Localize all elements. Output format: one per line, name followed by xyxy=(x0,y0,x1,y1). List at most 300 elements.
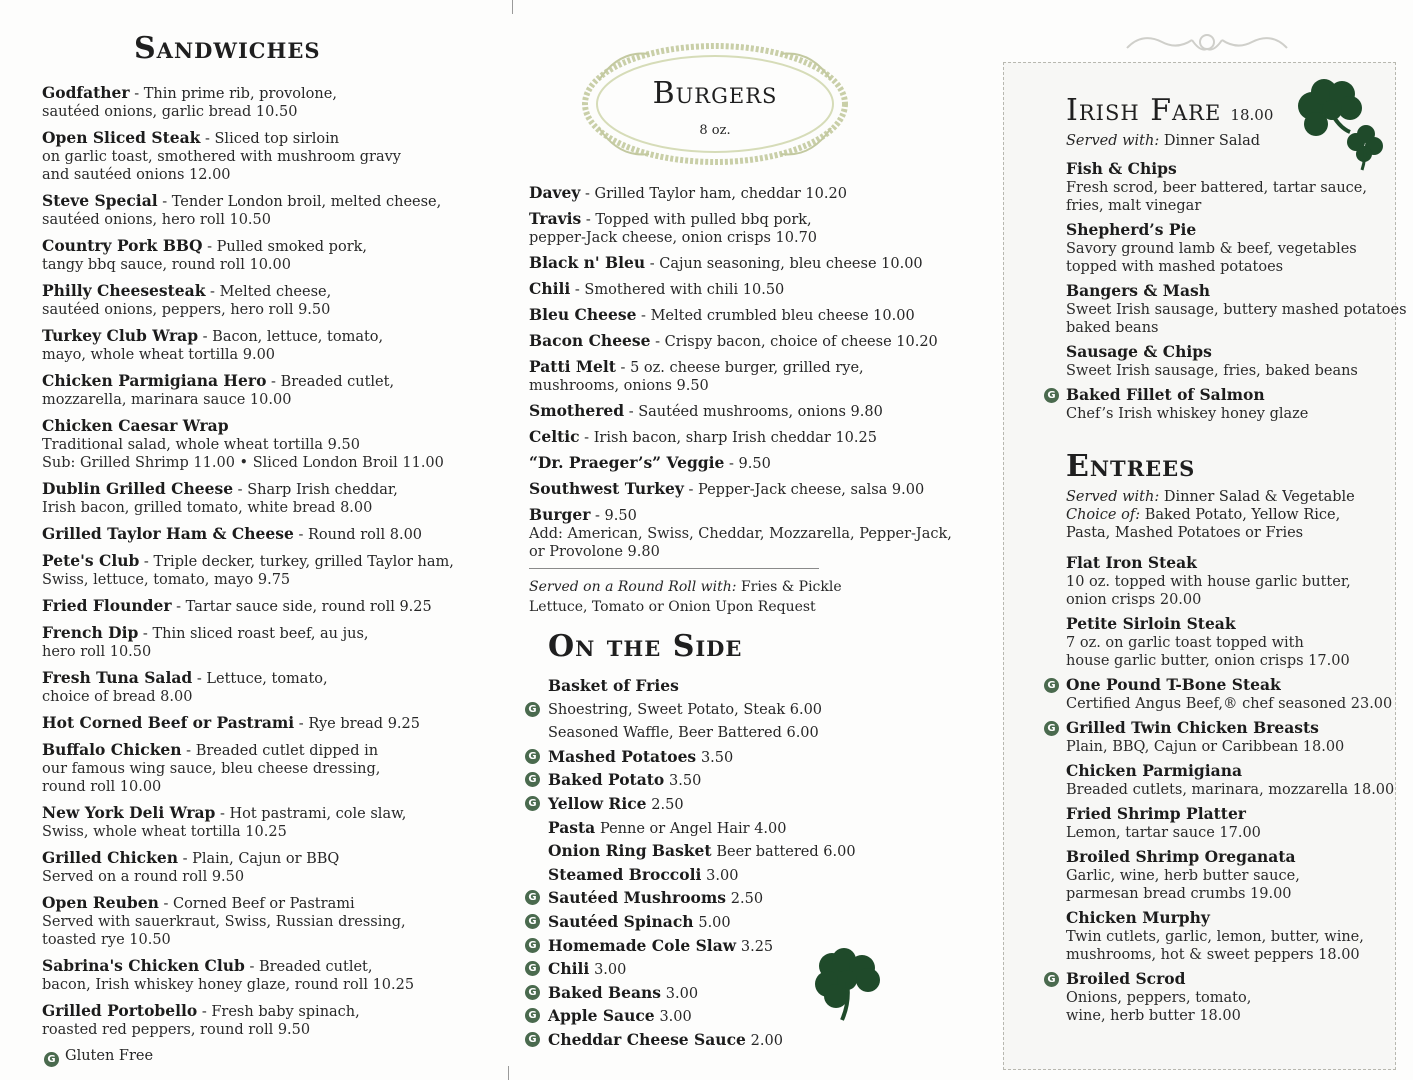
side-item-price: 3.00 xyxy=(594,962,627,979)
menu-item-name: Celtic xyxy=(529,427,580,446)
side-item-name: Pasta xyxy=(548,817,596,837)
menu-item-name: Broiled Shrimp Oreganata xyxy=(1066,847,1296,866)
menu-item-line: Philly Cheesesteak - Melted cheese, xyxy=(42,281,332,300)
menu-item-name: Shepherd’s Pie xyxy=(1066,220,1197,239)
menu-item-desc: toasted rye 10.50 xyxy=(42,932,171,948)
menu-item-line: “Dr. Praeger’s” Veggie - 9.50 xyxy=(529,453,771,472)
side-item-text xyxy=(548,768,701,794)
menu-item-desc: on garlic toast, smothered with mushroom gravy xyxy=(42,149,401,165)
menu-item xyxy=(1047,718,1396,756)
menu-item-desc: Tartar sauce side, round roll 9.25 xyxy=(185,599,432,615)
menu-item xyxy=(529,506,952,561)
menu-item xyxy=(1047,969,1396,1025)
menu-item-line: Celtic - Irish bacon, sharp Irish cheddar 10.25 xyxy=(529,427,877,446)
entrees-served-with: Served with: Dinner Salad & Vegetable Choice of: Baked Potato, Yellow Rice, Pasta, Mashed Potatoes or Fries xyxy=(1066,489,1355,541)
menu-item-line: Travis - Topped with pulled bbq pork, xyxy=(529,209,812,228)
menu-item-desc: 10 oz. topped with house garlic butter, xyxy=(1066,574,1351,590)
menu-item-desc: Irish bacon, sharp Irish cheddar 10.25 xyxy=(593,430,877,446)
menu-item-line: Turkey Club Wrap - Bacon, lettuce, tomato, xyxy=(42,326,384,345)
gluten-free-badge-icon: G xyxy=(525,938,540,953)
menu-item xyxy=(1066,615,1396,670)
menu-item xyxy=(1047,385,1396,423)
menu-item-desc: Bacon, lettuce, tomato, xyxy=(212,329,384,345)
menu-item-desc: Crispy bacon, choice of cheese 10.20 xyxy=(664,334,938,350)
irish-fare-price: 18.00 xyxy=(1230,106,1274,124)
irish-fare-list xyxy=(1047,159,1407,423)
menu-item-desc: Irish bacon, grilled tomato, white bread 8.00 xyxy=(42,500,373,516)
menu-item-name: French Dip xyxy=(42,623,139,642)
menu-item-name: Bangers & Mash xyxy=(1066,281,1210,300)
menu-item xyxy=(529,480,952,499)
menu-item-desc: Served with sauerkraut, Swiss, Russian dressing, xyxy=(42,914,406,930)
side-item xyxy=(524,698,944,722)
side-item-text xyxy=(548,839,856,865)
side-item-name: Mashed Potatoes xyxy=(548,746,697,766)
menu-item-desc: round roll 10.00 xyxy=(42,779,162,795)
menu-item xyxy=(529,306,952,325)
gluten-free-label: Gluten Free xyxy=(65,1048,154,1064)
menu-item-name: Grilled Portobello xyxy=(42,1001,198,1020)
menu-item xyxy=(42,480,462,517)
irish-fare-section xyxy=(1047,93,1407,429)
menu-item-name: New York Deli Wrap xyxy=(42,803,216,822)
menu-item-name: Davey xyxy=(529,183,581,202)
side-item-detail: Shoestring, Sweet Potato, Steak 6.00 xyxy=(548,701,823,718)
side-item-name: Sautéed Mushrooms xyxy=(548,888,727,908)
menu-item-desc: Breaded cutlet, xyxy=(258,959,373,975)
menu-item-desc: Thin sliced roast beef, au jus, xyxy=(152,626,369,642)
scroll-ornament-icon xyxy=(1122,28,1292,58)
gluten-free-badge-icon: G xyxy=(1044,678,1059,693)
menu-item-name: Country Pork BBQ xyxy=(42,236,203,255)
menu-item xyxy=(42,84,462,121)
menu-item-name: Bleu Cheese xyxy=(529,305,637,324)
menu-item-name: Pete's Club xyxy=(42,551,140,570)
menu-item-desc: fries, malt vinegar xyxy=(1066,198,1202,214)
side-item xyxy=(524,745,944,769)
menu-item-line: Chili - Smothered with chili 10.50 xyxy=(529,279,785,298)
menu-item-line: Chicken Parmigiana Hero - Breaded cutlet, xyxy=(42,371,395,390)
side-item-name: Homemade Cole Slaw xyxy=(548,935,737,955)
menu-item-desc: house garlic butter, onion crisps 17.00 xyxy=(1066,653,1350,669)
menu-item-desc: Fresh baby spinach, xyxy=(211,1004,360,1020)
side-item xyxy=(524,1028,944,1052)
menu-item xyxy=(42,372,462,409)
menu-item-desc: Sweet Irish sausage, fries, baked beans xyxy=(1066,363,1358,379)
menu-item xyxy=(529,332,952,351)
gluten-free-badge-icon: G xyxy=(44,1052,59,1067)
menu-item-name: Philly Cheesesteak xyxy=(42,281,206,300)
menu-item-name: Hot Corned Beef or Pastrami xyxy=(42,713,295,732)
side-item-detail: Beer battered 6.00 xyxy=(716,844,856,861)
side-item xyxy=(524,792,944,816)
gluten-free-badge-icon: G xyxy=(525,749,540,764)
menu-item-desc: Savory ground lamb & beef, vegetables xyxy=(1066,241,1357,257)
menu-item-desc: Melted cheese, xyxy=(219,284,332,300)
menu-item-name: Chicken Murphy xyxy=(1066,908,1210,927)
menu-item xyxy=(42,525,462,544)
menu-item-desc: baked beans xyxy=(1066,320,1159,336)
menu-item-desc: Sautéed mushrooms, onions 9.80 xyxy=(638,404,883,420)
menu-item xyxy=(1066,221,1396,276)
menu-item-line xyxy=(1066,909,1396,928)
menu-item-desc: Triple decker, turkey, grilled Taylor ham, xyxy=(153,554,454,570)
side-item-price: 2.00 xyxy=(750,1032,783,1049)
menu-item-name: Grilled Taylor Ham & Cheese xyxy=(42,524,294,543)
menu-item-desc: Breaded cutlet dipped in xyxy=(195,743,379,759)
menu-item-name: Open Sliced Steak xyxy=(42,128,201,147)
menu-item-name: Fish & Chips xyxy=(1066,159,1177,178)
menu-item-line xyxy=(1066,386,1396,405)
irish-served-with: Served with: Dinner Salad xyxy=(1066,133,1261,149)
menu-item xyxy=(1066,805,1396,842)
menu-item-name: Black n' Bleu xyxy=(529,253,646,272)
menu-item-desc: tangy bbq sauce, round roll 10.00 xyxy=(42,257,291,273)
gluten-free-badge-icon: G xyxy=(1044,972,1059,987)
gluten-free-badge-icon: G xyxy=(525,772,540,787)
menu-item xyxy=(529,280,952,299)
side-item-name: Baked Beans xyxy=(548,982,661,1002)
menu-item xyxy=(529,428,952,447)
menu-item-line xyxy=(1066,282,1396,301)
menu-item-line xyxy=(1066,719,1396,738)
menu-item-name: Smothered xyxy=(529,401,625,420)
side-item-text xyxy=(548,910,731,936)
menu-item-desc: choice of bread 8.00 xyxy=(42,689,193,705)
side-item-text xyxy=(548,981,698,1007)
menu-item xyxy=(42,894,462,949)
burger-list xyxy=(529,184,952,617)
side-item-name: Onion Ring Basket xyxy=(548,841,712,861)
menu-item-name: Godfather xyxy=(42,83,130,102)
shamrock-icon xyxy=(806,946,888,1022)
gluten-free-badge-icon: G xyxy=(525,796,540,811)
menu-item-line: Steve Special - Tender London broil, melted cheese, xyxy=(42,191,442,210)
sandwiches-section xyxy=(42,31,462,1047)
side-item-text xyxy=(548,1004,692,1030)
side-item-detail: Penne or Angel Hair 4.00 xyxy=(600,820,787,837)
menu-item-desc: Sub: Grilled Shrimp 11.00 • Sliced London Broil 11.00 xyxy=(42,455,444,471)
gluten-free-badge-icon: G xyxy=(525,985,540,1000)
menu-item-name: Flat Iron Steak xyxy=(1066,553,1197,572)
side-item-name: Chili xyxy=(548,959,590,979)
menu-item-desc: Rye bread 9.25 xyxy=(308,716,420,732)
menu-item-name: Chicken Caesar Wrap xyxy=(42,416,229,435)
menu-item-desc: Corned Beef or Pastrami xyxy=(172,896,355,912)
menu-item-desc: Twin cutlets, garlic, lemon, butter, wine, xyxy=(1066,929,1364,945)
menu-item-desc: Add: American, Swiss, Cheddar, Mozzarella, Pepper-Jack, xyxy=(529,526,952,542)
menu-item-desc: topped with mashed potatoes xyxy=(1066,259,1284,275)
menu-item xyxy=(42,237,462,274)
entrees-section xyxy=(1047,449,1396,1031)
menu-item-line: New York Deli Wrap - Hot pastrami, cole slaw, xyxy=(42,803,407,822)
side-item-text xyxy=(548,816,787,842)
menu-item-desc: mushrooms, onions 9.50 xyxy=(529,378,709,394)
menu-item xyxy=(1066,160,1396,215)
side-item-text xyxy=(548,721,819,746)
menu-item-line: Dublin Grilled Cheese - Sharp Irish cheddar, xyxy=(42,479,398,498)
menu-item-desc: pepper-Jack cheese, onion crisps 10.70 xyxy=(529,230,818,246)
menu-item-line xyxy=(1066,160,1396,179)
menu-item-line: Black n' Bleu - Cajun seasoning, bleu cheese 10.00 xyxy=(529,253,923,272)
side-item-price: 5.00 xyxy=(698,914,731,931)
side-item-text xyxy=(548,1028,783,1054)
menu-item-desc: Round roll 8.00 xyxy=(307,527,423,543)
side-item xyxy=(524,839,944,863)
menu-item-name: Fried Flounder xyxy=(42,596,172,615)
menu-item-desc: Melted crumbled bleu cheese 10.00 xyxy=(650,308,915,324)
menu-item-line: Grilled Chicken - Plain, Cajun or BBQ xyxy=(42,848,340,867)
menu-item-name: Grilled Chicken xyxy=(42,848,178,867)
menu-item-name: Buffalo Chicken xyxy=(42,740,182,759)
menu-item xyxy=(42,1002,462,1039)
menu-item-desc: hero roll 10.50 xyxy=(42,644,152,660)
menu-item-desc: Lettuce, tomato, xyxy=(206,671,328,687)
side-item xyxy=(524,886,944,910)
side-item-price: 3.00 xyxy=(665,985,699,1002)
menu-item-desc: mozzarella, marinara sauce 10.00 xyxy=(42,392,292,408)
side-item-text xyxy=(548,674,679,699)
gluten-free-badge-icon: G xyxy=(525,961,540,976)
menu-item-name: Petite Sirloin Steak xyxy=(1066,614,1236,633)
side-heading: On the Side xyxy=(548,629,743,664)
menu-item-line: Pete's Club - Triple decker, turkey, grilled Taylor ham, xyxy=(42,551,454,570)
side-item xyxy=(524,674,944,698)
menu-item xyxy=(42,417,462,472)
menu-item xyxy=(1047,675,1396,713)
menu-item xyxy=(42,327,462,364)
menu-item xyxy=(42,129,462,184)
side-item-price: 3.00 xyxy=(659,1009,692,1026)
menu-item xyxy=(42,597,462,616)
side-item-name: Sautéed Spinach xyxy=(548,911,694,931)
menu-item-name: Sausage & Chips xyxy=(1066,342,1212,361)
gluten-free-badge-icon: G xyxy=(1044,721,1059,736)
menu-item xyxy=(42,849,462,886)
menu-item-name: Burger xyxy=(529,505,591,524)
burger-served-note: Served on a Round Roll with: Fries & Pickle xyxy=(529,579,842,595)
menu-item-desc: Swiss, lettuce, tomato, mayo 9.75 xyxy=(42,572,291,588)
menu-item-desc: Smothered with chili 10.50 xyxy=(584,282,785,298)
entrees-heading: Entrees xyxy=(1066,449,1196,484)
burger-request-note: Lettuce, Tomato or Onion Upon Request xyxy=(529,599,816,615)
menu-item-name: Southwest Turkey xyxy=(529,479,684,498)
menu-item-line xyxy=(1066,343,1396,362)
menu-item-name: Chili xyxy=(529,279,571,298)
menu-item-desc: Breaded cutlets, marinara, mozzarella 18.00 xyxy=(1066,782,1395,798)
side-item-text xyxy=(548,863,738,889)
side-item-price: 3.50 xyxy=(669,773,702,790)
menu-item xyxy=(529,210,952,247)
menu-item-desc: Cajun seasoning, bleu cheese 10.00 xyxy=(659,256,923,272)
menu-item-line: Buffalo Chicken - Breaded cutlet dipped in xyxy=(42,740,379,759)
menu-item-line xyxy=(1066,762,1396,781)
menu-item-line: Open Reuben - Corned Beef or Pastrami xyxy=(42,893,355,912)
menu-item xyxy=(42,741,462,796)
menu-item-desc: parmesan bread crumbs 19.00 xyxy=(1066,886,1292,902)
menu-item xyxy=(42,192,462,229)
side-item-name: Cheddar Cheese Sauce xyxy=(548,1029,746,1049)
menu-item-desc: Chef’s Irish whiskey honey glaze xyxy=(1066,406,1309,422)
menu-item-line: Fried Flounder - Tartar sauce side, round roll 9.25 xyxy=(42,596,432,615)
menu-item-line: Open Sliced Steak - Sliced top sirloin xyxy=(42,128,340,147)
menu-item-desc: 7 oz. on garlic toast topped with xyxy=(1066,635,1304,651)
side-item xyxy=(524,816,944,840)
menu-item-line: Davey - Grilled Taylor ham, cheddar 10.20 xyxy=(529,183,847,202)
menu-item-desc: Certified Angus Beef,® chef seasoned 23.00 xyxy=(1066,696,1393,712)
menu-item xyxy=(42,804,462,841)
menu-item-desc: sautéed onions, peppers, hero roll 9.50 xyxy=(42,302,331,318)
side-item-name: Yellow Rice xyxy=(548,793,647,813)
menu-item-desc: Garlic, wine, herb butter sauce, xyxy=(1066,868,1300,884)
gluten-free-badge-icon: G xyxy=(525,914,540,929)
menu-item-desc: Pepper-Jack cheese, salsa 9.00 xyxy=(698,482,925,498)
side-item-name: Apple Sauce xyxy=(548,1006,655,1026)
gluten-free-badge-icon: G xyxy=(525,702,540,717)
side-item-text xyxy=(548,792,684,818)
divider xyxy=(529,568,819,569)
gluten-free-legend xyxy=(44,1048,153,1067)
menu-item-line xyxy=(1066,221,1396,240)
menu-item-desc: Traditional salad, whole wheat tortilla 9.50 xyxy=(42,437,360,453)
menu-item-name: Open Reuben xyxy=(42,893,159,912)
menu-item-name: Dublin Grilled Cheese xyxy=(42,479,234,498)
menu-item-desc: sautéed onions, garlic bread 10.50 xyxy=(42,104,298,120)
side-item xyxy=(524,910,944,934)
menu-item-desc: and sautéed onions 12.00 xyxy=(42,167,231,183)
menu-item-line xyxy=(1066,805,1396,824)
menu-item-name: Chicken Parmigiana xyxy=(1066,761,1243,780)
menu-item-name: Broiled Scrod xyxy=(1066,969,1186,988)
menu-item xyxy=(1066,848,1396,903)
menu-item-name: Sabrina's Chicken Club xyxy=(42,956,245,975)
side-item-price: 3.50 xyxy=(700,749,734,766)
menu-item-line: Sabrina's Chicken Club - Breaded cutlet, xyxy=(42,956,373,975)
menu-item-line: Godfather - Thin prime rib, provolone, xyxy=(42,83,337,102)
side-item-text xyxy=(548,934,773,960)
side-item xyxy=(524,863,944,887)
side-item-name: Baked Potato xyxy=(548,770,665,790)
menu-item-desc: mushrooms, hot & sweet peppers 18.00 xyxy=(1066,947,1360,963)
menu-item-desc: 9.50 xyxy=(738,456,771,472)
menu-item-name: Fresh Tuna Salad xyxy=(42,668,193,687)
menu-item-name: “Dr. Praeger’s” Veggie xyxy=(529,453,725,472)
menu-item-name: Patti Melt xyxy=(529,357,616,376)
menu-item xyxy=(529,454,952,473)
menu-item-desc: Plain, Cajun or BBQ xyxy=(192,851,340,867)
side-item-text xyxy=(548,886,763,912)
menu-item-desc: Hot pastrami, cole slaw, xyxy=(229,806,407,822)
menu-item-desc: roasted red peppers, round roll 9.50 xyxy=(42,1022,311,1038)
menu-item-desc: wine, herb butter 18.00 xyxy=(1066,1008,1241,1024)
menu-item-desc: Topped with pulled bbq pork, xyxy=(595,212,812,228)
menu-item-name: Chicken Parmigiana Hero xyxy=(42,371,267,390)
menu-item-line: Hot Corned Beef or Pastrami - Rye bread 9.25 xyxy=(42,713,420,732)
menu-item xyxy=(42,624,462,661)
menu-item xyxy=(42,669,462,706)
menu-item-desc: Fresh scrod, beer battered, tartar sauce, xyxy=(1066,180,1367,196)
menu-item-line: Grilled Taylor Ham & Cheese - Round roll 8.00 xyxy=(42,524,423,543)
side-item xyxy=(524,768,944,792)
menu-item-name: Steve Special xyxy=(42,191,158,210)
gluten-free-badge-icon: G xyxy=(1044,388,1059,403)
menu-item-desc: bacon, Irish whiskey honey glaze, round roll 10.25 xyxy=(42,977,415,993)
side-item-price: 2.50 xyxy=(651,796,684,813)
side-item-detail: Seasoned Waffle, Beer Battered 6.00 xyxy=(548,725,819,742)
menu-item xyxy=(529,358,952,395)
side-item-price: 2.50 xyxy=(730,891,764,908)
menu-item-desc: Onions, peppers, tomato, xyxy=(1066,990,1252,1006)
gluten-free-badge-icon: G xyxy=(525,890,540,905)
irish-fare-header xyxy=(1066,93,1396,128)
menu-item-line: Country Pork BBQ - Pulled smoked pork, xyxy=(42,236,368,255)
menu-item-line xyxy=(42,417,462,436)
menu-item xyxy=(1066,762,1396,799)
menu-item-name: Grilled Twin Chicken Breasts xyxy=(1066,718,1319,737)
gluten-free-badge-icon: G xyxy=(525,1032,540,1047)
menu-item-desc: onion crisps 20.00 xyxy=(1066,592,1202,608)
menu-item xyxy=(42,552,462,589)
menu-item-desc: mayo, whole wheat tortilla 9.00 xyxy=(42,347,276,363)
menu-item-desc: Plain, BBQ, Cajun or Caribbean 18.00 xyxy=(1066,739,1345,755)
menu-item-name: Turkey Club Wrap xyxy=(42,326,199,345)
menu-item xyxy=(42,957,462,994)
menu-item xyxy=(1066,343,1396,380)
menu-item xyxy=(529,402,952,421)
menu-item-name: Bacon Cheese xyxy=(529,331,651,350)
menu-item-line xyxy=(1066,970,1396,989)
menu-item-desc: Grilled Taylor ham, cheddar 10.20 xyxy=(594,186,847,202)
menu-item-desc: 9.50 xyxy=(604,508,637,524)
menu-item-name: Baked Fillet of Salmon xyxy=(1066,385,1265,404)
menu-item-line: Grilled Portobello - Fresh baby spinach, xyxy=(42,1001,360,1020)
menu-item-line: Patti Melt - 5 oz. cheese burger, grilled rye, xyxy=(529,357,864,376)
burgers-plaque xyxy=(579,40,851,172)
menu-item-desc: Sweet Irish sausage, buttery mashed potatoes xyxy=(1066,302,1407,318)
side-item-price: 3.00 xyxy=(706,867,739,884)
menu-item-line: Smothered - Sautéed mushrooms, onions 9.80 xyxy=(529,401,883,420)
menu-item-desc: sautéed onions, hero roll 10.50 xyxy=(42,212,271,228)
menu-item-desc: Tender London broil, melted cheese, xyxy=(171,194,442,210)
menu-item xyxy=(42,282,462,319)
menu-item-desc: our famous wing sauce, bleu cheese dressing, xyxy=(42,761,381,777)
menu-item xyxy=(529,184,952,203)
menu-item-desc: 5 oz. cheese burger, grilled rye, xyxy=(630,360,864,376)
menu-item-desc: Swiss, whole wheat tortilla 10.25 xyxy=(42,824,287,840)
side-item-name: Basket of Fries xyxy=(548,676,679,695)
menu-item-line xyxy=(1066,615,1396,634)
menu-item-line: Fresh Tuna Salad - Lettuce, tomato, xyxy=(42,668,328,687)
burgers-size: 8 oz. xyxy=(699,123,731,138)
menu-item-desc: Sliced top sirloin xyxy=(214,131,340,147)
menu-item-desc: Served on a round roll 9.50 xyxy=(42,869,245,885)
menu-item-line: Burger - 9.50 xyxy=(529,505,637,524)
menu-item-desc: Pulled smoked pork, xyxy=(216,239,368,255)
gluten-free-badge-icon: G xyxy=(525,1008,540,1023)
side-item-text xyxy=(548,745,733,771)
menu-item-line xyxy=(1066,848,1396,867)
side-item-text xyxy=(548,957,626,983)
menu-item-line: Bleu Cheese - Melted crumbled bleu cheese 10.00 xyxy=(529,305,915,324)
entree-list xyxy=(1047,553,1396,1025)
side-item-price: 3.25 xyxy=(740,938,774,955)
menu-item xyxy=(42,714,462,733)
irish-fare-heading: Irish Fare xyxy=(1066,93,1222,128)
menu-item xyxy=(1066,909,1396,964)
sandwiches-heading: Sandwiches xyxy=(134,31,321,66)
menu-item-line xyxy=(1066,554,1396,573)
menu-item-desc: Thin prime rib, provolone, xyxy=(143,86,337,102)
